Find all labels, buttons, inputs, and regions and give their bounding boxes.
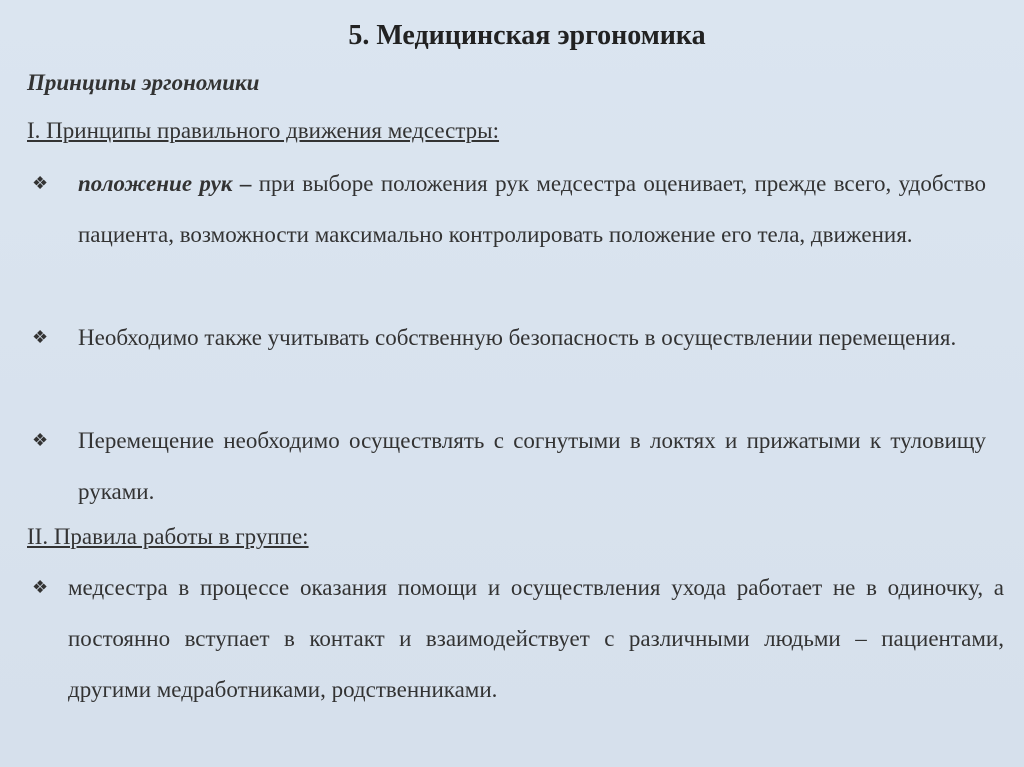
list-item-text: Необходимо также учитывать собственную безопасность в осуществлении перемещения. — [78, 325, 957, 350]
section1-heading: I. Принципы правильного движения медсестры: — [27, 118, 500, 143]
list-item — [78, 158, 986, 260]
emphasis-term: положение рук — [78, 171, 233, 196]
list-item-text: Перемещение необходимо осуществлять с согнутыми в локтях и прижатыми к туловищу руками. — [78, 428, 986, 504]
slide-title: 5. Медицинская эргономика — [348, 20, 706, 51]
term-dash: – — [239, 171, 252, 196]
diamond-bullet-icon: ❖ — [32, 577, 49, 597]
diamond-bullet-icon: ❖ — [32, 327, 49, 347]
list-item-text: при выборе положения рук медсестра оценивает, прежде всего, удобство пациента, возможности максимально контролировать положение его тела, движения. — [78, 171, 987, 247]
slide-subtitle: Принципы эргономики — [27, 70, 260, 95]
list-item — [78, 312, 986, 363]
section2-heading: II. Правила работы в группе: — [27, 524, 309, 549]
list-item — [78, 415, 986, 517]
list-item-text: медсестра в процессе оказания помощи и осуществления ухода работает не в одиночку, а постоянно вступает в контакт и взаимодействует с различными людьми – пациентами, другими медработниками, родственниками. — [68, 575, 1004, 702]
diamond-bullet-icon: ❖ — [32, 173, 49, 193]
list-item — [68, 562, 1004, 715]
diamond-bullet-icon: ❖ — [32, 430, 49, 450]
